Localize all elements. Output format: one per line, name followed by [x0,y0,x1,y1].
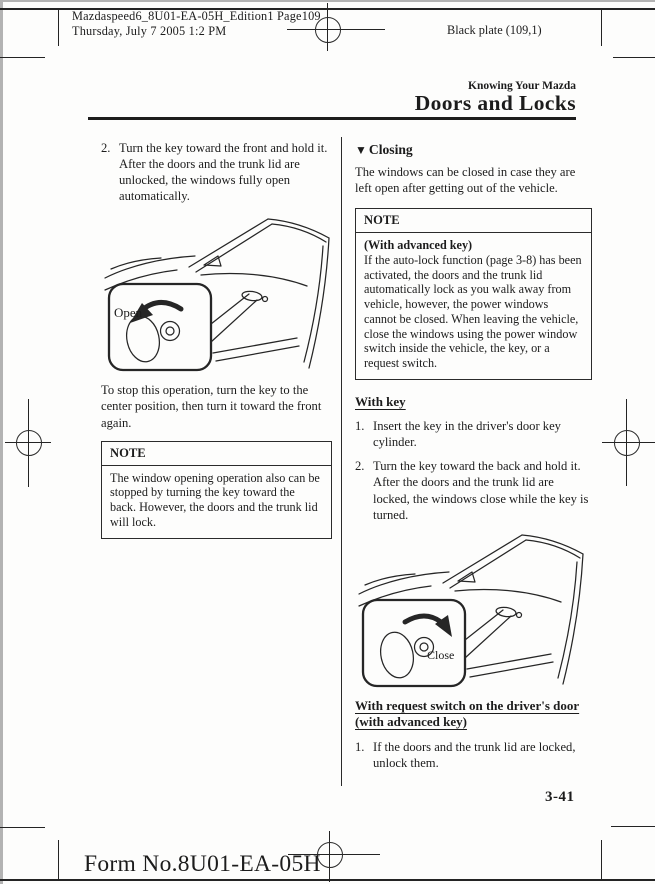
numbered-step [355,739,592,771]
step-number: 2. [355,459,365,474]
step-number: 1. [355,419,365,434]
step-text: Turn the key toward the front and hold it. After the doors and the trunk lid are unlocked, the windows fully open automatically. [119,141,328,204]
crop-mark-top-left-vertical [58,8,59,46]
footer-form-number: Form No.8U01-EA-05H [84,851,321,877]
step-number: 1. [355,739,365,754]
note-body-text: If the auto-lock function (page 3-8) has been activated, the doors and the trunk lid automatically lock as you walk away from vehicle, however, the power windows cannot be closed. When leaving the vehicle, close the windows using the power window switch inside the vehicle, the key, or a request switch. [364,253,582,370]
note-body: The window opening operation also can be stopped by turning the key toward the back. However, the doors and the trunk lid will lock. [110,470,320,529]
crop-mark-bottom-left-vertical [58,840,59,880]
proof-file-line: Mazdaspeed6_8U01-EA-05H_Edition1 Page109 [72,9,321,23]
with-key-heading: With key [355,393,406,409]
proof-header [72,9,321,39]
note-title: NOTE [102,442,331,466]
car-door-key-open-illustration [101,212,333,374]
numbered-step [355,418,592,450]
section-kicker: Knowing Your Mazda [468,80,576,92]
crop-mark-bottom-right-vertical [601,840,602,880]
step-number: 2. [101,141,111,155]
step-text: Turn the key toward the back and hold it. After the doors and the trunk lid are locked, the windows close while the key is turned. [373,459,589,522]
note-body [356,233,591,378]
note-box-right [355,208,592,379]
crop-rule-bottom [0,879,655,881]
plate-note: Black plate (109,1) [447,23,542,37]
page-number: 3-41 [545,789,575,805]
page-title: Doors and Locks [414,91,576,115]
left-column [101,140,332,539]
closing-heading-label: Closing [368,142,413,157]
note-title: NOTE [356,209,591,233]
numbered-step [101,140,332,204]
note-subtitle: (With advanced key) [364,238,473,253]
closing-intro-paragraph: The windows can be closed in case they are left open after getting out of the vehicle. [355,165,576,196]
scan-edge-top [0,0,655,2]
crop-mark-top-right-vertical [601,8,602,46]
title-rule [88,117,576,120]
request-switch-heading: With request switch on the driver's door (with advanced key) [355,697,580,730]
step-text: If the doors and the trunk lid are locked, unlock them. [373,739,576,770]
step-text: Insert the key in the driver's door key cylinder. [373,419,561,450]
right-column [355,142,592,771]
stop-operation-paragraph: To stop this operation, turn the key to the center position, then turn it toward the front again. [101,383,322,430]
proof-date-line: Thursday, July 7 2005 1:2 PM [72,24,227,38]
column-divider [341,137,342,786]
scan-edge-left [0,0,3,884]
triangle-marker-icon: ▼ [355,143,369,157]
closing-heading [355,142,592,158]
figure-key-close [355,528,587,690]
crop-mark-right-bottom-tick [611,826,655,827]
numbered-step [355,458,592,522]
figure-close-label: Close [427,647,455,662]
crop-mark-left-top-tick [0,57,45,58]
note-box-left [101,441,332,539]
crop-mark-left-bottom-tick [0,827,45,828]
figure-key-open [101,212,333,374]
figure-open-label: Open [114,305,143,321]
crop-mark-right-top-tick [613,57,655,58]
car-door-key-close-illustration [355,528,587,690]
